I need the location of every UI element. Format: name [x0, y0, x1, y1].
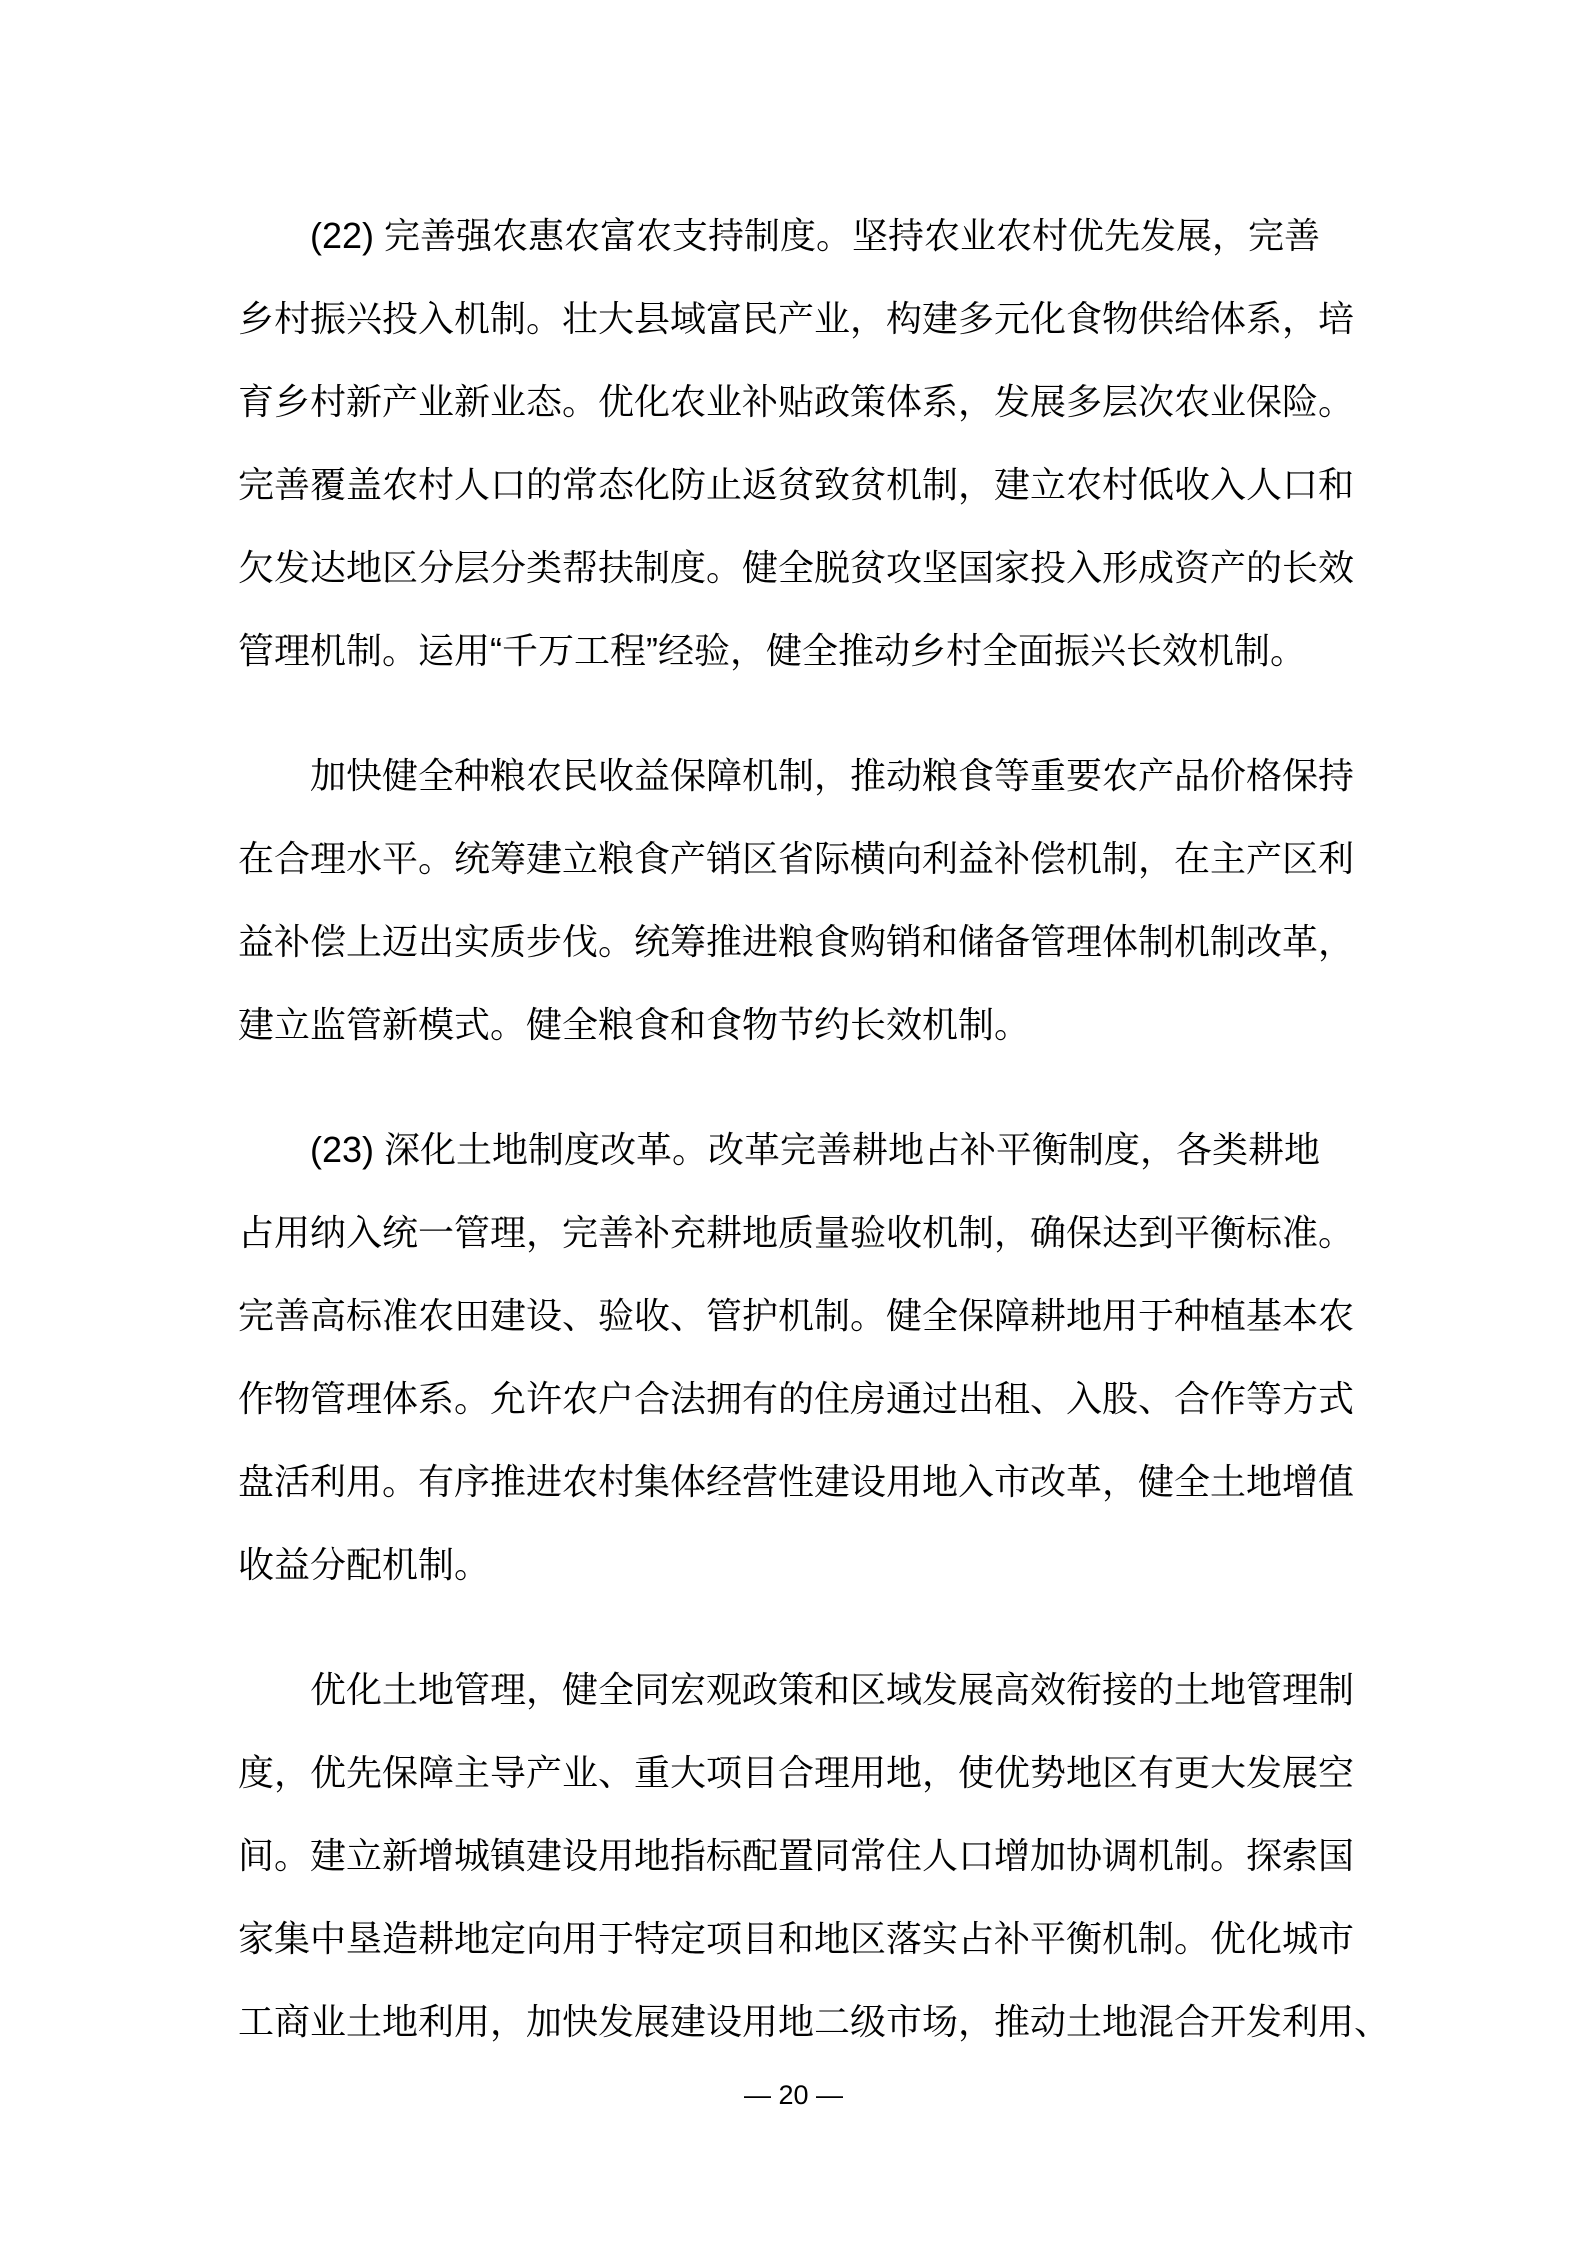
- text-line: 完善高标准农田建设、验收、管护机制。健全保障耕地用于种植基本农: [238, 1295, 1355, 1336]
- text-line: 收益分配机制。: [238, 1544, 491, 1585]
- text-line: 管理机制。运用“千万工程”经验，健全推动乡村全面振兴长效机制。: [238, 630, 1306, 671]
- text-line: 作物管理体系。允许农户合法拥有的住房通过出租、入股、合作等方式: [238, 1378, 1355, 1419]
- paragraph-22: [238, 194, 1355, 692]
- text-line: (23) 深化土地制度改革。改革完善耕地占补平衡制度，各类耕地: [310, 1129, 1321, 1170]
- text-line: 间。建立新增城镇建设用地指标配置同常住人口增加协调机制。探索国: [238, 1835, 1355, 1876]
- text-line: 在合理水平。统筹建立粮食产销区省际横向利益补偿机制，在主产区利: [238, 838, 1355, 879]
- text-line: 育乡村新产业新业态。优化农业补贴政策体系，发展多层次农业保险。: [238, 381, 1355, 422]
- text-line: 建立监管新模式。健全粮食和食物节约长效机制。: [238, 1004, 1031, 1045]
- text-line: 加快健全种粮农民收益保障机制，推动粮食等重要农产品价格保持: [310, 755, 1355, 796]
- document-body: [238, 194, 1391, 2105]
- paragraph-land-management: [238, 1648, 1391, 2063]
- page-number: — 20 —: [743, 2080, 844, 2110]
- text-line: 欠发达地区分层分类帮扶制度。健全脱贫攻坚国家投入形成资产的长效: [238, 547, 1355, 588]
- text-line: 工商业土地利用，加快发展建设用地二级市场，推动土地混合开发利用、: [238, 2001, 1391, 2042]
- text-line: 优化土地管理，健全同宏观政策和区域发展高效衔接的土地管理制: [310, 1669, 1355, 1710]
- paragraph-23: [238, 1108, 1355, 1606]
- text-line: 家集中垦造耕地定向用于特定项目和地区落实占补平衡机制。优化城市: [238, 1918, 1355, 1959]
- text-line: 完善覆盖农村人口的常态化防止返贫致贫机制，建立农村低收入人口和: [238, 464, 1355, 505]
- text-line: 盘活利用。有序推进农村集体经营性建设用地入市改革，健全土地增值: [238, 1461, 1355, 1502]
- text-line: 乡村振兴投入机制。壮大县域富民产业，构建多元化食物供给体系，培: [238, 298, 1355, 339]
- text-line: 益补偿上迈出实质步伐。统筹推进粮食购销和储备管理体制机制改革，: [238, 921, 1355, 962]
- paragraph-grain-income: [238, 734, 1355, 1066]
- text-line: 占用纳入统一管理，完善补充耕地质量验收机制，确保达到平衡标准。: [238, 1212, 1355, 1253]
- text-line: (22) 完善强农惠农富农支持制度。坚持农业农村优先发展，完善: [310, 215, 1321, 256]
- text-line: 度，优先保障主导产业、重大项目合理用地，使优势地区有更大发展空: [238, 1752, 1355, 1793]
